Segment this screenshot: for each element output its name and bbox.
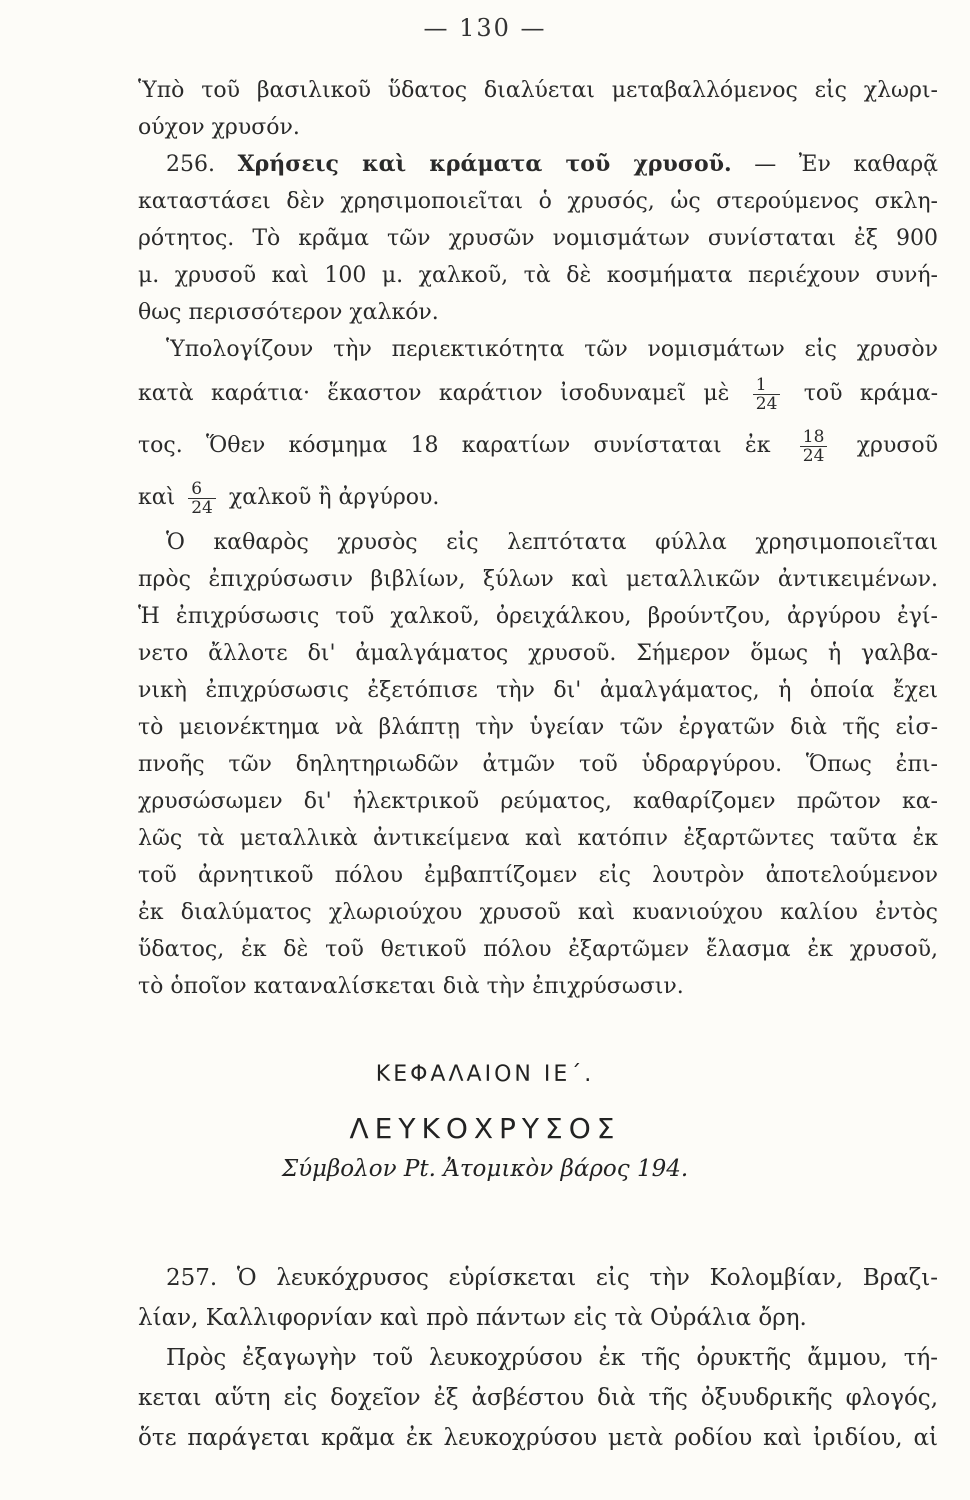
text-line-with-fraction	[138, 368, 938, 420]
text-line: νικὴ ἐπιχρύσωσις ἐξετόπισε τὴν δι' ἀμαλγάματος, ἡ ὁποία ἔχει	[138, 678, 938, 703]
text-line: Ὑπὸ τοῦ βασιλικοῦ ὕδατος διαλύεται μεταβαλλόμενος εἰς χλωρι-	[138, 78, 938, 103]
text-line: ούχον χρυσόν.	[138, 115, 300, 140]
fraction-denominator: 24	[802, 445, 825, 466]
text-line: λίαν, Καλλιφορνίαν καὶ πρὸ πάντων εἰς τὰ Οὐράλια ὄρη.	[138, 1305, 807, 1331]
text-line: Πρὸς ἐξαγωγὴν τοῦ λευκοχρύσου ἐκ τῆς ὀρυκτῆς ἄμμου, τή-	[166, 1345, 938, 1371]
fraction-denominator: 24	[755, 393, 778, 414]
section-heading-line	[138, 146, 938, 183]
text-fragment: τος. Ὅθεν κόσμημα 18 καρατίων συνίσταται ἐκ	[138, 433, 771, 458]
fraction-numerator: 18	[800, 428, 828, 447]
fraction-numerator: 1	[753, 376, 781, 395]
fraction-numerator: 6	[188, 480, 216, 499]
text-line: θως περισσότερον χαλκόν.	[138, 300, 439, 325]
text-line: πνοῆς τῶν δηλητηριωδῶν ἀτμῶν τοῦ ὑδραργύρου. Ὅπως ἐπι-	[138, 752, 938, 777]
text-fragment: καὶ	[138, 485, 176, 510]
text-line: ἐκ διαλύματος χλωριούχου χρυσοῦ καὶ κυανιούχου καλίου ἐντὸς	[138, 900, 938, 925]
fraction-one-24th	[753, 376, 781, 413]
text-line: Ὑπολογίζουν τὴν περιεκτικότητα τῶν νομισμάτων εἰς χρυσὸν	[166, 337, 938, 362]
text-line: ρότητος. Τὸ κρᾶμα τῶν χρυσῶν νομισμάτων συνίσταται ἐξ 900	[138, 226, 938, 251]
fraction-6-24ths	[188, 480, 216, 517]
page-number: — 130 —	[423, 14, 547, 42]
chapter-number: ΚΕΦΑΛΑΙΟΝ ΙΕ΄.	[375, 1062, 595, 1087]
fraction-18-24ths	[800, 428, 828, 465]
text-line: τὸ μειονέκτημα νὰ βλάπτῃ τὴν ὑγείαν τῶν ἐργατῶν διὰ τῆς εἰσ-	[138, 715, 938, 740]
text-fragment: — Ἐν καθαρᾷ	[731, 152, 938, 177]
section-heading: Χρήσεις καὶ κράματα τοῦ χρυσοῦ.	[237, 151, 732, 177]
text-line-with-fraction	[138, 472, 938, 524]
text-line: τὸ ὁποῖον καταναλίσκεται διὰ τὴν ἐπιχρύσωσιν.	[138, 974, 684, 999]
text-line: κεται αὕτη εἰς δοχεῖον ἐξ ἀσβέστου διὰ τῆς ὀξυυδρικῆς φλογός,	[138, 1385, 938, 1411]
section-number: 256.	[166, 152, 215, 177]
text-line: χρυσώσωμεν δι' ἠλεκτρικοῦ ρεύματος, καθαρίζομεν πρῶτον κα-	[138, 789, 938, 814]
text-line-with-fraction	[138, 420, 938, 472]
chapter-title: ΛΕΥΚΟΧΡΥΣΟΣ	[349, 1112, 621, 1145]
text-line: ὕδατος, ἐκ δὲ τοῦ θετικοῦ πόλου ἐξαρτῶμεν ἔλασμα ἐκ χρυσοῦ,	[138, 937, 938, 962]
text-line: πρὸς ἐπιχρύσωσιν βιβλίων, ξύλων καὶ μεταλλικῶν ἀντικειμένων.	[138, 567, 938, 592]
text-line: τοῦ ἀρνητικοῦ πόλου ἐμβαπτίζομεν εἰς λουτρὸν ἀποτελούμενον	[138, 863, 938, 888]
text-fragment: χρυσοῦ	[856, 433, 938, 458]
text-line: Ὁ καθαρὸς χρυσὸς εἰς λεπτότατα φύλλα χρησιμοποιεῖται	[166, 530, 938, 555]
text-line: νετο ἄλλοτε δι' ἀμαλγάματος χρυσοῦ. Σήμερον ὅμως ἡ γαλβα-	[138, 641, 938, 666]
text-fragment: τοῦ κράμα-	[803, 381, 939, 406]
text-fragment: χαλκοῦ ἢ ἀργύρου.	[228, 485, 440, 510]
text-line: ὅτε παράγεται κρᾶμα ἐκ λευκοχρύσου μετὰ ροδίου καὶ ἰριδίου, αἱ	[138, 1425, 938, 1451]
text-line: Ἡ ἐπιχρύσωσις τοῦ χαλκοῦ, ὀρειχάλκου, βρούντζου, ἀργύρου ἐγί-	[138, 604, 938, 629]
bottom-text-block	[138, 1258, 938, 1458]
text-line: μ. χρυσοῦ καὶ 100 μ. χαλκοῦ, τὰ δὲ κοσμήματα περιέχουν συνή-	[138, 263, 938, 288]
chapter-subtitle: Σύμβολον Pt. Ἀτομικὸν βάρος 194.	[281, 1156, 689, 1182]
text-line: 257. Ὁ λευκόχρυσος εὑρίσκεται εἰς τὴν Κολομβίαν, Βραζι-	[166, 1265, 938, 1291]
text-line: καταστάσει δὲν χρησιμοποιεῖται ὁ χρυσός, ὡς στερούμενος σκλη-	[138, 189, 938, 214]
top-text-block	[138, 72, 938, 1005]
fraction-denominator: 24	[191, 497, 213, 518]
text-fragment: κατὰ καράτια· ἕκαστον καράτιον ἰσοδυναμεῖ μὲ	[138, 381, 730, 406]
text-line: λῶς τὰ μεταλλικὰ ἀντικείμενα καὶ κατόπιν ἐξαρτῶντες ταῦτα ἐκ	[138, 826, 938, 851]
